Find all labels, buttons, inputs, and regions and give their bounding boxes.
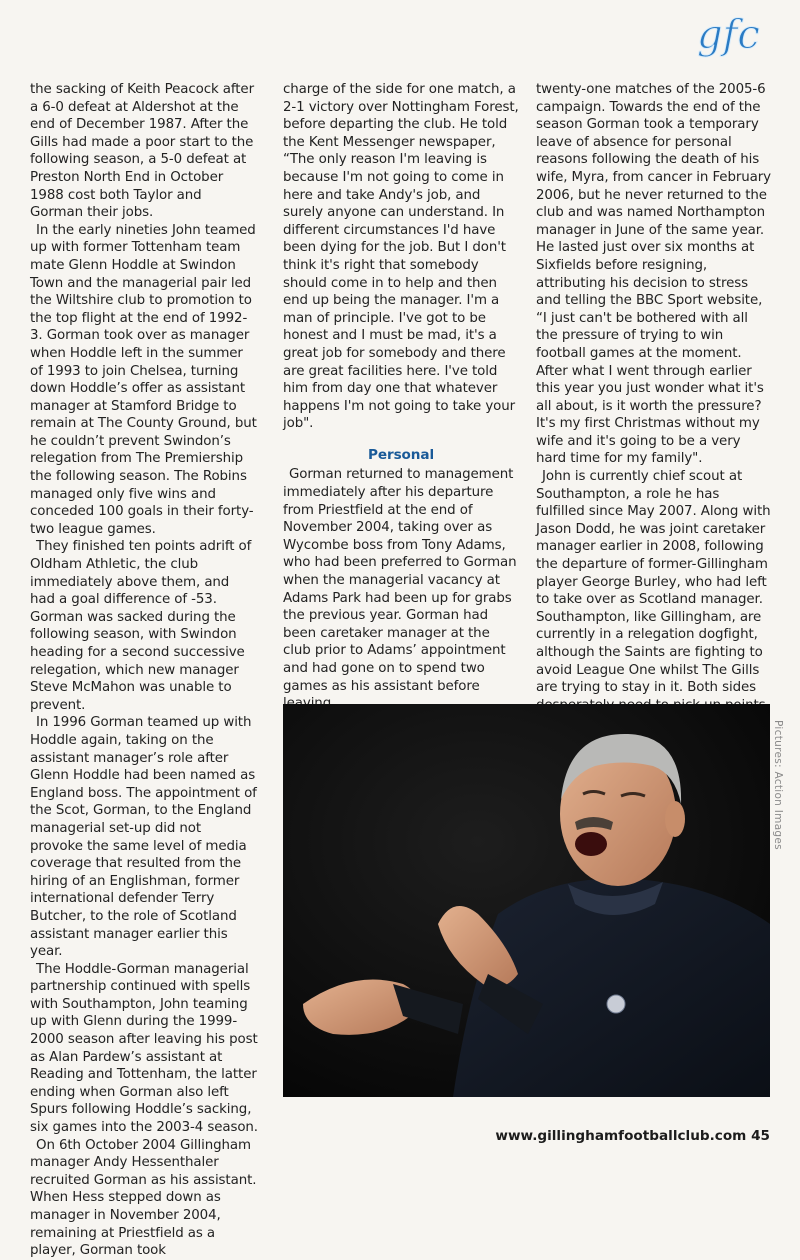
paragraph: On 6th October 2004 Gillingham manager Andy Hessenthaler recruited Gorman as his assistant. When Hess stepped down as manager in November 2004, remaining at Priestfield as a player, Gorman took [30, 1137, 257, 1259]
paragraph: They finished ten points adrift of Oldham Athletic, the club immediately above them, and had a goal difference of -53. Gorman was sacked during the following season, with Swindon heading for a second successive relegation, which new manager Steve McMahon was unable to prevent. [30, 539, 252, 713]
photo-credit: Pictures: Action Images [772, 720, 784, 850]
article-column-2 [283, 81, 519, 783]
section-heading: Personal [367, 446, 435, 463]
website-url: www.gillinghamfootballclub.com [495, 1128, 747, 1144]
paragraph: the sacking of Keith Peacock after a 6-0 defeat at Aldershot at the end of December 1987. After the Gills had made a poor start to the following season, a 5-0 defeat at Preston North End in October 1988 cost both Taylor and Gorman their jobs. [30, 82, 254, 221]
paragraph: John is currently chief scout at Southampton, a role he has fulfilled since May 2007. Along with Jason Dodd, he was joint caretaker manager earlier in 2008, following the departure of former-Gillingham player George Burley, who had left to take over as Scotland manager. Southampton, like Gillingham, are currently in a relegation dogfight, although the Saints are fighting to avoid League One whilst The Gills are trying to stay in it. Both sides [536, 469, 771, 696]
paragraph: In 1996 Gorman teamed up with Hoddle again, taking on the assistant manager’s role after Glenn Hoddle had been named as England boss. The appointment of the Scot, Gorman, to the England managerial set-up did not provoke the same level of media coverage that resulted from the hiring of an Englishman, former international defender Terry Butcher, to the role of Scotland assistant manager earlier this year. [30, 715, 257, 960]
paragraph: twenty-one matches of the 2005-6 campaign. Towards the end of the season Gorman took a temporary leave of absence for personal reasons following the death of his wife, Myra, from cancer in February 2006, but he never returned to the club and was named Northampton manager in June of the same year. He lasted just over six months at Sixfields before resigning, attributing his decision to stress and telling the BBC Sport website, “I just can't be bothered with all the pressure of trying to win football games at the moment. After what I went through earlier this year you just wonder what it's all about, is it worth the pressure? It's my first Christmas without my wife and it's going to be a very hard time for my family". [536, 82, 771, 467]
paragraph: In the early nineties John teamed up with former Tottenham team mate Glenn Hoddle at Swindon Town and the managerial pair led the Wiltshire club to promotion to the top flight at the end of 1992-3. Gorman took over as manager when Hoddle left in the summer of 1993 to join Chelsea, turning down Hoddle’s offer as assistant manager at Stamford Bridge to remain at The County Ground, but he couldn’t prevent Swindon’s relegation from The Premiership the following season. The Robins managed only five wins and conceded 100 goals in their forty-two league games. [30, 222, 257, 537]
manager-photo [283, 704, 770, 1097]
page-number: 45 [751, 1128, 770, 1144]
page-footer [495, 1128, 770, 1144]
article-column-1 [30, 81, 258, 1260]
svg-text:gfc: gfc [697, 12, 760, 58]
paragraph: Gorman returned to management immediately after his departure from Priestfield at the end of November 2004, taking over as Wycombe boss from Tony Adams, who had been preferred to Gorman when the managerial vacancy at Adams Park had been up for grabs the previous year. Gorman had been caretaker manager at the club prior to Adams’ appointment and had gone on to spend two games as his assistant before [283, 467, 517, 694]
paragraph: charge of the side for one match, a 2-1 victory over Nottingham Forest, before departing the club. He told the Kent Messenger newspaper, “The only reason I'm leaving is because I'm not going to come in here and take Andy's job, and surely anyone can understand. In different circumstances I'd have been dying for the job. But I don't think it's right that somebody should come in to help and then end up being the manager. I'm a man of principle. I've got to be honest and I must be mad, it's a great job for somebody and there are great facilities here. I've told him from day one that whatever happens I'm not going to take your job". [283, 82, 519, 432]
paragraph: The Hoddle-Gorman managerial partnership continued with spells with Southampton, John teaming up with Glenn during the 1999-2000 season after leaving his post as Alan Pardew’s assistant at Reading and Tottenham, the latter ending when Gorman also left Spurs following Hoddle’s sacking, six games into the 2003-4 season. [30, 961, 258, 1136]
article-column-3 [536, 81, 772, 732]
club-logo [693, 8, 773, 60]
